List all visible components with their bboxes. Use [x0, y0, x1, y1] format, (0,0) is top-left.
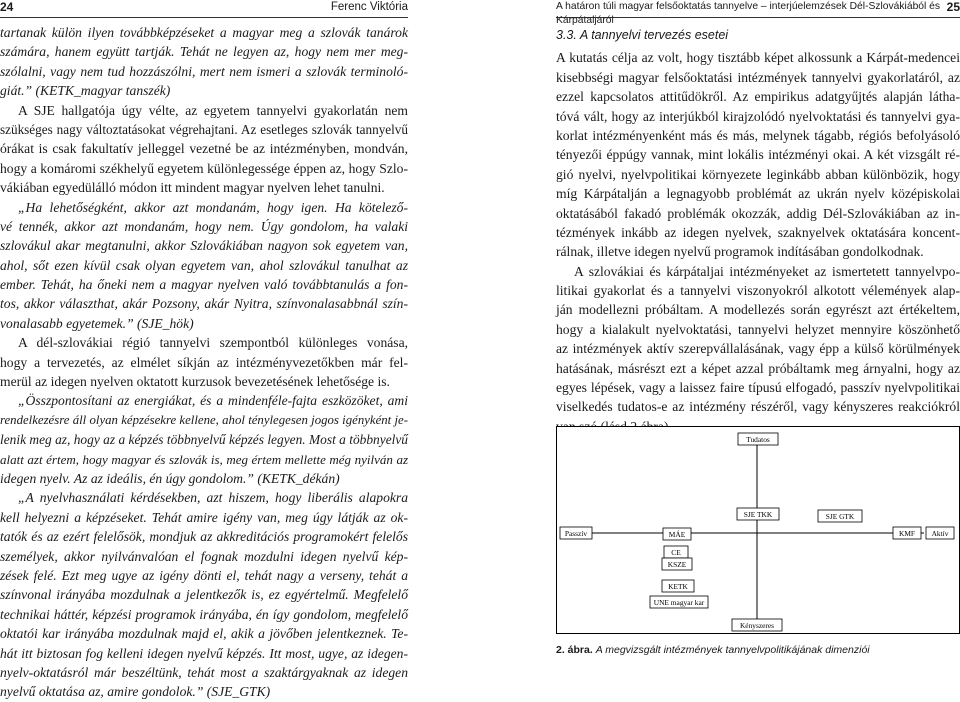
svg-text:SJE GTK: SJE GTK	[825, 511, 855, 521]
axis-label-bottom	[732, 619, 782, 631]
figure-caption-text: A megvizsgált intézmények tannyelvpolitikájának dimenziói	[595, 644, 870, 656]
text-line: hogy a tervezetés, az elmélet síkján az intézményvezetőkben már fel-	[0, 354, 408, 370]
text-line: lenik meg az, hogy az a képzés többnyelvű képzés legyen. Most a többnyelvű	[0, 432, 408, 448]
right-page-number: 25	[946, 0, 960, 14]
svg-text:SJE TKK: SJE TKK	[743, 509, 773, 519]
svg-text:KETK: KETK	[668, 581, 688, 591]
text-line: A szlovákiai és kárpátaljai intézményeket az ismertetett tannyelvpo-	[574, 263, 960, 279]
axis-label-right	[926, 527, 954, 539]
text-line: ezzel kapcsolatos attitűdökről. Az empirikus adatgyűjtés alapján látha-	[556, 89, 960, 105]
text-line: szükséges nagy változtatásokat végrehajtani. Az esetleges szlovák tannyelvű	[0, 121, 408, 137]
text-line: A SJE hallgatója úgy vélte, az egyetem tannyelvi gyakorlatán nem	[18, 102, 408, 118]
text-line: személyek, akkor nyilvánvalóan el fognak mozdulni idegen nyelvű kép-	[0, 548, 408, 564]
box-sje-tkk	[737, 508, 779, 520]
text-line: nyelv-oktatásról már beszéltünk, tehát most a szaktárgyaknak az idegen	[0, 664, 408, 680]
figure-2-diagram	[556, 426, 960, 634]
text-line: oktatói kar irányába mozdulnak majd el, akik a jövőben jelentkeznek. Te-	[0, 626, 408, 642]
box-kmf	[893, 527, 921, 539]
text-line: rálnak, illetve idegen nyelvű programok indításában gondolkodnak.	[556, 244, 924, 260]
text-line: egyes lépések, vagy a laissez faire típusú elfogadó, passzív nyelvpolitikai	[556, 380, 960, 396]
box-sje-gtk	[818, 510, 862, 522]
text-line: szlovákul akar megtanulni, akkor Szlovákiában nagyon sok egyetem van,	[0, 238, 408, 254]
svg-text:CE: CE	[671, 547, 681, 557]
text-line: tartanak külön ilyen továbbképzéseket a magyar meg a szlovák tanárok	[0, 25, 408, 40]
text-line: számára, hanem együtt tartják. Tehát ne legyen az, hogy nem mer meg-	[0, 44, 408, 60]
text-line: vákiában egyedülálló módon itt mindent magyar nyelven lehet tanulni.	[0, 180, 385, 196]
text-line: hogy a kialakult nyelvoktatási, tannyelvi helyzet mennyire köszönhető	[556, 321, 960, 337]
text-line: technikai háttér, képzési programok irányába, én így gondolom, megfelelő	[0, 606, 408, 622]
right-page	[556, 0, 960, 656]
text-line: zések felé. Ezt meg ugye az igény dönti el, tehát nagy a verseny, tehát a	[0, 567, 408, 583]
text-line: oktatásából fakadó problémák okozzák, addig Dél-Szlovákiában az in-	[556, 205, 960, 221]
text-line: tényezői éppúgy vannak, mint lokális intézményi okai. A két vizsgált ré-	[556, 147, 960, 163]
svg-text:KMF: KMF	[898, 528, 916, 538]
text-line: színvonal irányába mozdulnak a jelentkezők is, ez egyértelmű. Megfelelő	[0, 587, 408, 603]
text-line: alatt azt értem, hogy magyar és szlovák is, meg értem mellette még nyilván az	[0, 451, 408, 467]
section-heading: 3.3. A tannyelvi tervezés esetei	[556, 28, 729, 42]
text-line: tóvá vált, hogy az interjúkból kirajzolódó nyelvoktatási és tannyelvi gya-	[556, 108, 960, 124]
axis-label-top	[738, 433, 778, 445]
svg-text:Kényszeres: Kényszeres	[739, 620, 775, 630]
svg-text:KSZE: KSZE	[667, 559, 687, 569]
text-line: tézmények inkább az idegen nyelvek, szaknyelvek oktatására koncent-	[556, 224, 960, 240]
text-line: ahol, sőt ezen kívül csak olyan egyetem van, ahol szlovákul tanulhat az	[0, 257, 408, 273]
text-line: litikai gyakorlat és a tannyelvi viszonyokról alkotott vélemények alap-	[556, 283, 960, 299]
right-running-header	[556, 0, 960, 26]
text-line: hát itt biztosan fog kelleni idegen nyelvű képzés. Itt most, ugye, az idegen-	[0, 645, 408, 661]
figure-caption-number: 2. ábra.	[556, 644, 593, 656]
text-line: viselkedés tudatos-e az intézmény részéről, vagy kényszeres reakciókról	[556, 399, 960, 415]
text-line: tatók és az ezért felelősök, mondjuk az akkreditációs programokért felelős	[0, 529, 408, 545]
svg-text:UNE magyar kar: UNE magyar kar	[653, 597, 705, 607]
text-line: hatásának, másrészt ezt a képet azzal próbáltamk meg árnyalni, hogy az	[556, 360, 960, 376]
box-ketk	[662, 580, 694, 592]
text-line: tos, akkor választhat, akár Pozsony, akár Nyitra, színvonalasabbnál szín-	[0, 296, 408, 312]
figure-caption	[556, 644, 870, 656]
box-ksze	[662, 558, 692, 570]
left-running-head-author: Ferenc Viktória	[330, 1, 408, 13]
svg-text:Passzív: Passzív	[564, 528, 588, 538]
svg-text:Tudatos: Tudatos	[746, 434, 770, 444]
text-line: merül az idegen nyelven oktatott kurzusok bevezetésének lehetősége is.	[0, 374, 390, 390]
text-line: az intézmények aktív szerepvállalásának, vagy épp a külső körülmények	[556, 341, 960, 357]
text-line: vé tennék, akkor azt mondanám, hogy nem. Úgy gondolom, ha valaki	[0, 218, 408, 234]
right-body-text	[556, 26, 960, 436]
text-line: kisebbségi magyar felsőoktatási intézmények tannyelvi gyakorlatáról, az	[556, 69, 960, 85]
text-line: idegen nyelv. Az az ideális, én úgy gondolom.” (KETK_dékán)	[0, 470, 340, 486]
left-page	[0, 0, 408, 700]
text-line: „Ha lehetőségként, akkor azt mondanám, hogy igen. Ha kötelező-	[18, 199, 408, 215]
quadrant-diagram	[556, 426, 960, 634]
text-line: ember. Tehát, ha őneki nem a magyar nyelven való továbbtanulás a fon-	[0, 277, 408, 293]
text-line: szólalni, vagy nem tud hozzászólni, mert nem ismeri a szlovák terminoló-	[0, 63, 408, 79]
text-line: ján modellezni próbáltam. A modellezés során egyrészt azt értékeltem,	[556, 302, 960, 318]
left-page-number: 24	[0, 0, 14, 14]
text-line: „A nyelvhasználati kérdésekben, azt hiszem, hogy liberális alapokra	[18, 490, 408, 506]
text-line: A kutatás célja az volt, hogy tisztább képet alkossunk a Kárpát-medencei	[556, 50, 960, 66]
svg-text:MÁE: MÁE	[668, 529, 686, 539]
text-line: nyelvű oktatása az, amire gondolok.” (SJE_GTK)	[0, 684, 271, 700]
box-mae	[663, 528, 691, 540]
text-line: gió nyelvi, nyelvpolitikai környezete leginkább abban különbözik, hogy	[556, 166, 960, 182]
text-line: rendelkezésre áll olyan képzésekre kellene, ahol ténylegesen jogos igényként je-	[0, 412, 408, 427]
text-line: hogy a komáromi székhelyű egyetem különlegessége éppen az, hogy Szlo-	[0, 160, 408, 176]
text-line: A dél-szlovákiai régió tannyelvi szempontból különleges vonása,	[18, 335, 408, 351]
box-une-magyar-kar	[650, 596, 708, 608]
svg-text:Aktív: Aktív	[931, 528, 949, 538]
right-running-head-title: A határon túli magyar felsőoktatás tannyelve – interjúelemzések Dél-Szlovákiából és Kárpátaljáról	[556, 1, 941, 26]
text-line: „Összpontosítani az energiákat, és a mindenféle-fajta eszközöket, ami	[18, 393, 408, 409]
text-line: giát.” (KETK_magyar tanszék)	[0, 83, 171, 99]
text-line: korlat intézményenként más és más, melynek tágabb, régiós befolyásoló	[556, 127, 960, 143]
text-line: órákat is csak fakultatív jelleggel vezetné be az intézményben, mondván,	[0, 141, 408, 157]
text-line: vonalasabb egyetemek.” (SJE_hök)	[0, 315, 194, 331]
box-ce	[664, 546, 688, 558]
axis-label-left	[560, 527, 592, 539]
left-body-text	[0, 23, 408, 702]
left-running-header	[0, 0, 408, 18]
text-line: míg Kárpátalján a legnagyobb problémát az ukrán nyelv középiskolai	[556, 186, 960, 202]
text-line: kell helyezni a képzéseket. Tehát amire igény van, meg úgy látják az ok-	[0, 509, 408, 525]
